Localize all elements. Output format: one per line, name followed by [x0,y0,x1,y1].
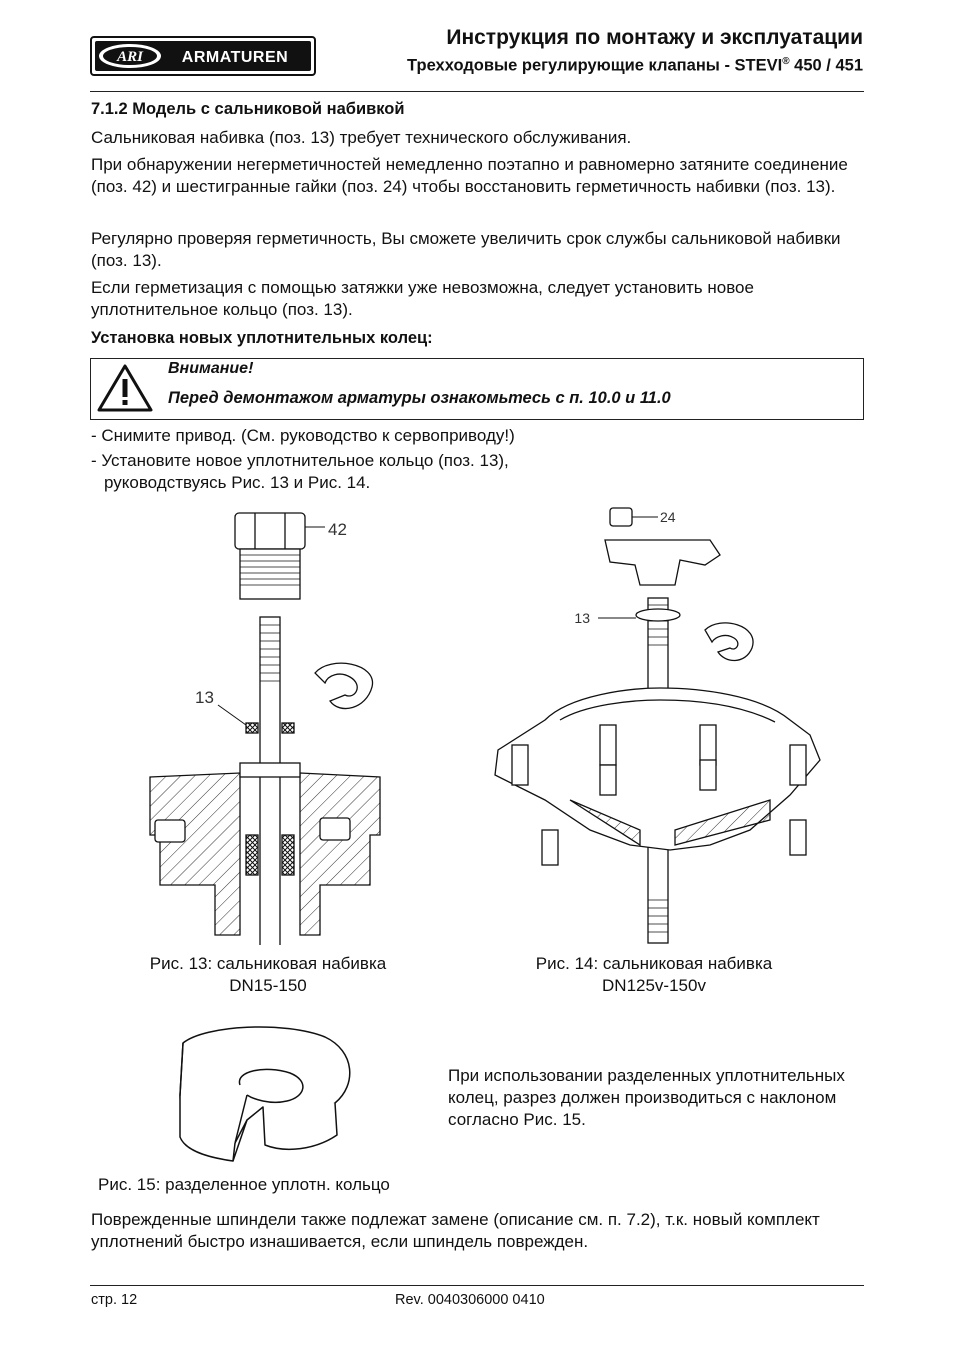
figure-13-drawing [140,505,390,945]
warning-title: Внимание! [168,360,254,377]
callout-13: 13 [195,688,214,707]
logo-badge-text: ARI [117,49,143,65]
install-heading: Установка новых уплотнительных колец: [91,329,433,347]
warning-text: Перед демонтажом арматуры ознакомьтесь с п. 10.0 и 11.0 [168,389,671,407]
step-item: - Установите новое уплотнительное кольцо (поз. 13), [91,451,509,470]
section-heading: 7.1.2 Модель с сальниковой набивкой [91,100,405,118]
step-item-continuation: руководствуясь Рис. 13 и Рис. 14. [104,473,371,492]
callout-42: 42 [328,520,347,539]
figure-14-caption: Рис. 14: сальниковая набивка DN125v-150v [535,954,773,995]
figure-14-drawing [490,500,830,950]
closing-paragraph: Поврежденные шпиндели также подлежат замене (описание см. п. 7.2), т.к. новый комплект уплотнений быстро изнашивается, если шпиндель поврежден. [91,1210,820,1251]
paragraph: Если герметизация с помощью затяжки уже невозможна, следует установить новое уплотнительное кольцо (поз. 13). [91,278,754,319]
footer-revision: Rev. 0040306000 0410 [395,1292,545,1308]
step-item: - Снимите привод. (См. руководство к сервоприводу!) [91,426,515,445]
paragraph: При обнаружении негерметичностей немедленно поэтапно и равномерно затяните соединение (поз. 42) и шестигранные гайки (поз. 24) чтобы восстановить герметичность набивки (поз. 13). [91,155,848,196]
header-divider [90,91,864,92]
callout-24: 24 [660,509,676,525]
warning-icon [96,363,154,418]
callout-13: 13 [574,610,590,626]
ari-armaturen-logo [90,36,316,76]
footer-divider [90,1285,864,1286]
page-subtitle: Трехходовые регулирующие клапаны - STEVI® 450 / 451 [407,56,863,75]
footer-page-number: стр. 12 [91,1292,138,1308]
figure-15-caption: Рис. 15: разделенное уплотн. кольцо [98,1175,390,1194]
paragraph: Регулярно проверяя герметичность, Вы сможете увеличить срок службы сальниковой набивки (поз. 13). [91,229,841,270]
paragraph: Сальниковая набивка (поз. 13) требует технического обслуживания. [91,128,632,147]
logo-text: ARMATUREN [181,49,289,66]
fig15-note: При использовании разделенных уплотнительных колец, разрез должен производиться с наклоном согласно Рис. 15. [448,1066,845,1129]
page-title: Инструкция по монтажу и эксплуатации [446,26,863,49]
figure-13-caption: Рис. 13: сальниковая набивка DN15-150 [149,954,387,995]
figure-15-drawing [175,1015,360,1170]
